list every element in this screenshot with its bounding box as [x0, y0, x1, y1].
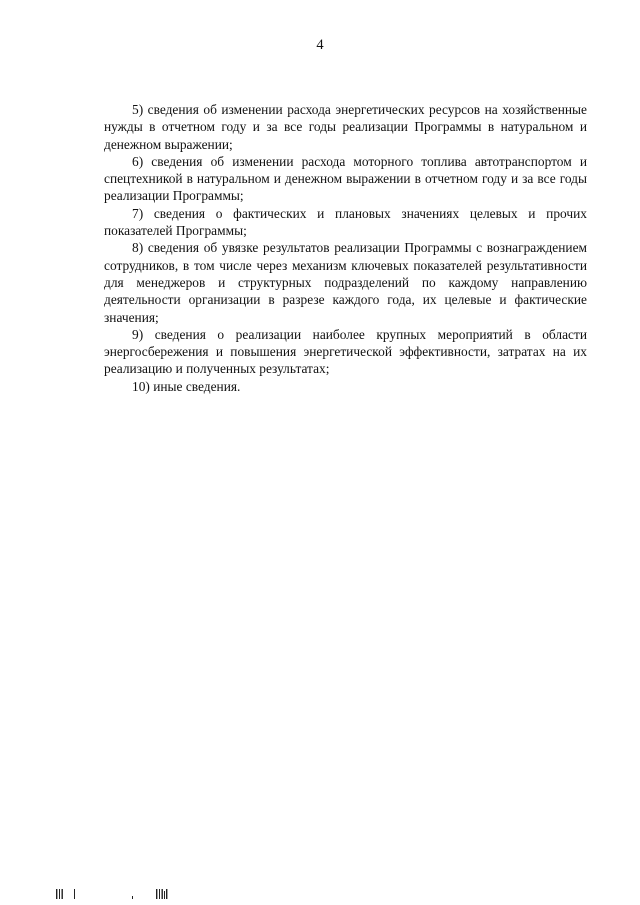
list-item-7: 7) сведения о фактических и плановых значениях целевых и прочих показателей Программы; — [104, 205, 587, 239]
list-item-6: 6) сведения об изменении расхода моторного топлива автотранспортом и спецтехникой в натуральном и денежном выражении в отчетном году и за все годы реализации Программы; — [104, 153, 587, 204]
page-number: 4 — [316, 37, 324, 53]
document-body — [104, 101, 587, 395]
list-item-10: 10) иные сведения. — [132, 378, 241, 394]
list-item-8: 8) сведения об увязке результатов реализации Программы с вознаграждением сотрудников, в том числе через механизм ключевых показателей результативности для менеджеров и структурных подразделений по каждому направлению деятельности организации в разрезе каждого года, их целевые и фактические значения; — [104, 240, 587, 325]
list-item-5: 5) сведения об изменении расхода энергетических ресурсов на хозяйственные нужды в отчетном году и за все годы реализации Программы в натуральном и денежном выражении; — [104, 102, 587, 152]
barcode-marks — [56, 888, 196, 899]
list-item-9: 9) сведения о реализации наиболее крупных мероприятий в области энергосбережения и повышения энергетической эффективности, затратах на их реализацию и полученных результатах; — [104, 326, 587, 377]
